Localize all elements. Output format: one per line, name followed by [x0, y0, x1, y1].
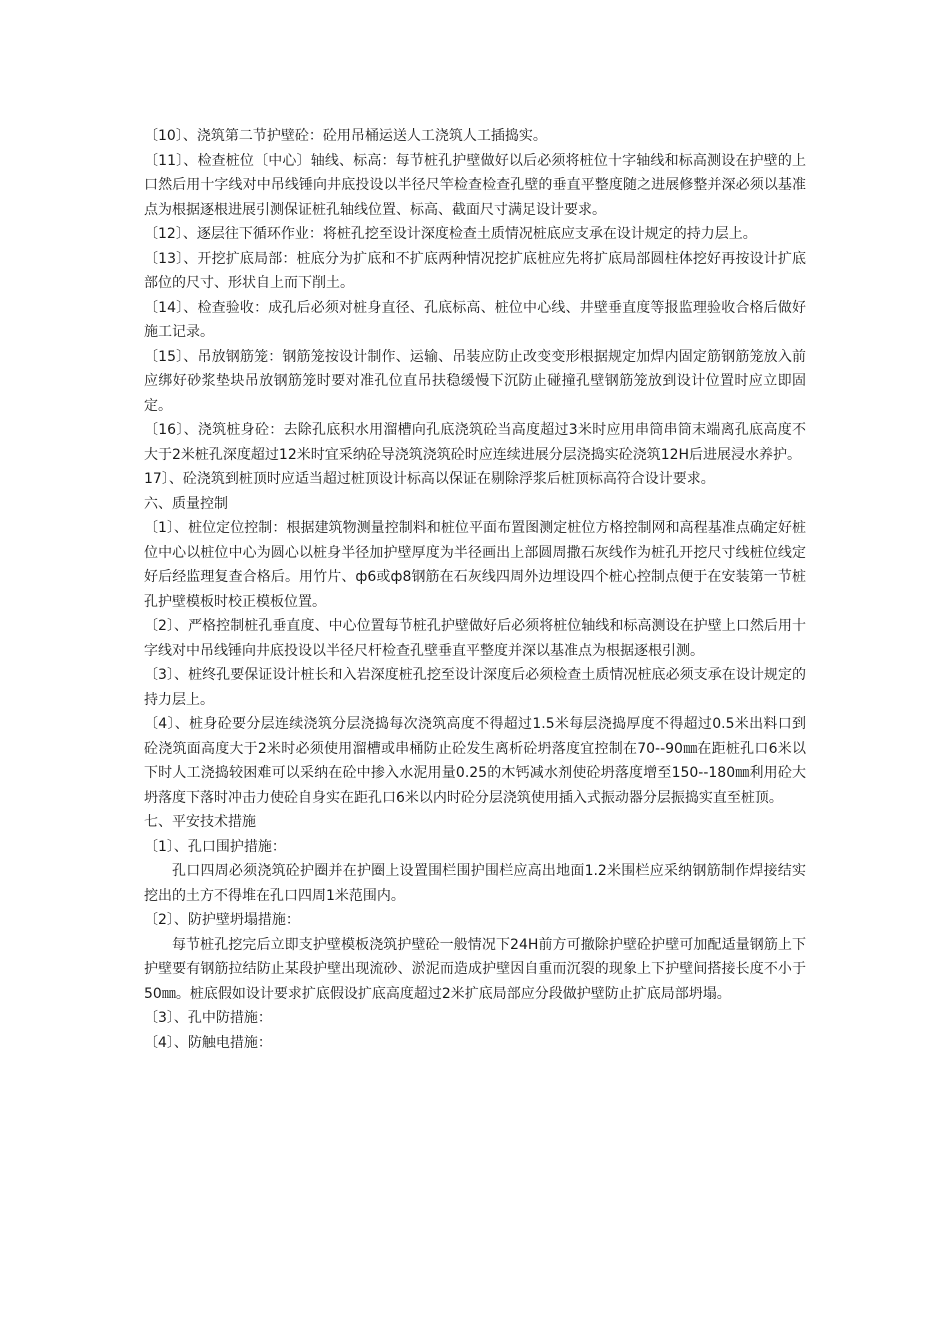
- paragraph: 17〕、砼浇筑到桩顶时应适当超过桩顶设计标高以保证在剔除浮浆后桩顶标高符合设计要求。: [144, 471, 715, 487]
- paragraph: 六、质量控制: [144, 495, 228, 512]
- paragraph: 〔12〕、逐层往下循环作业：将桩孔挖至设计深度检查土质情况桩底应支承在设计规定的持力层上。: [144, 226, 757, 242]
- paragraph: 〔2〕、防护壁坍塌措施：: [144, 912, 300, 928]
- paragraph: 〔4〕、防触电措施：: [144, 1034, 272, 1051]
- paragraph: 〔1〕、桩位定位控制：根据建筑物测量控制料和桩位平面布置图测定桩位方格控制网和高程基准点确定好桩位中心以桩位中心为圆心以桩身半径加护壁厚度为半径画出上部圆周撒石灰线作为桩孔开挖尺寸线桩位线定好后经监理复查合格后。用竹片、ф6或ф8钢筋在石灰线四周外边埋设四个桩心控制点便于在安装第一节桩孔护壁模板时校正模板位置。: [144, 520, 806, 610]
- paragraph: 〔15〕、吊放钢筋笼：钢筋笼按设计制作、运输、吊装应防止改变变形根据规定加焊内固定筋钢筋笼放入前应绑好砂浆垫块吊放钢筋笼时要对准孔位直吊扶稳缓慢下沉防止碰撞孔壁钢筋笼放到设计位置时应立即固定。: [144, 348, 806, 414]
- paragraph: 〔11〕、检查桩位〔中心〕轴线、标高：每节桩孔护壁做好以后必须将桩位十字轴线和标高测设在护壁的上口然后用十字线对中吊线锤向井底投设以半径尺竿检查检查孔壁的垂直平整度随之进展修整并深必须以基准点为根据逐根进展引测保证桩孔轴线位置、标高、截面尺寸满足设计要求。: [144, 152, 806, 218]
- paragraph: 〔1〕、孔口围护措施：: [144, 838, 286, 855]
- paragraph: 每节桩孔挖完后立即支护壁模板浇筑护壁砼一般情况下24H前方可撤除护壁砼护壁可加配适量钢筋上下护壁要有钢筋拉结防止某段护壁出现流砂、淤泥而造成护壁因自重而沉裂的现象上下护壁间搭接长度不小于50㎜。桩底假如设计要求扩底假设扩底高度超过2米扩底局部应分段做护壁防止扩底局部坍塌。: [144, 936, 806, 1002]
- paragraph: 〔10〕、浇筑第二节护壁砼：砼用吊桶运送人工浇筑人工插捣实。: [144, 128, 547, 144]
- paragraph: 〔4〕、桩身砼要分层连续浇筑分层浇捣每次浇筑高度不得超过1.5米每层浇捣厚度不得超过0.5米出料口到砼浇筑面高度大于2米时必须使用溜槽或串桶防止砼发生离析砼坍落度宜控制在70--90㎜在距桩孔口6米以下时人工浇捣较困难可以采纳在砼中掺入水泥用量0.25的木钙减水剂使砼坍落度增至150--180㎜利用砼大坍落度下落时冲击力使砼自身实在距孔口6米以内时砼分层浇筑使用插入式振动器分层振捣实直至桩顶。: [144, 716, 806, 806]
- document-body: [144, 124, 806, 1055]
- paragraph: 〔2〕、严格控制桩孔垂直度、中心位置每节桩孔护壁做好后必须将桩位轴线和标高测设在护壁上口然后用十字线对中吊线锤向井底投设以半径尺杆检查孔壁垂直平整度并深以基准点为根据逐根引测。: [144, 618, 806, 659]
- paragraph: 〔16〕、浇筑桩身砼：去除孔底积水用溜槽向孔底浇筑砼当高度超过3米时应用串筒串筒末端离孔底高度不大于2米桩孔深度超过12米时宜采纳砼导浇筑浇筑砼时应连续进展分层浇捣实砼浇筑12H后进展浸水养护。: [144, 422, 806, 463]
- paragraph: 〔13〕、开挖扩底局部：桩底分为扩底和不扩底两种情况挖扩底桩应先将扩底局部圆柱体挖好再按设计扩底部位的尺寸、形状自上而下削土。: [144, 250, 806, 291]
- paragraph: 〔3〕、孔中防措施：: [144, 1010, 272, 1026]
- paragraph: 〔14〕、检查验收：成孔后必须对桩身直径、孔底标高、桩位中心线、井壁垂直度等报监理验收合格后做好施工记录。: [144, 299, 806, 340]
- paragraph: 孔口四周必须浇筑砼护圈并在护圈上设置围栏围护围栏应高出地面1.2米围栏应采纳钢筋制作焊接结实挖出的土方不得堆在孔口四周1米范围内。: [144, 863, 806, 904]
- paragraph: 〔3〕、桩终孔要保证设计桩长和入岩深度桩孔挖至设计深度后必须检查土质情况桩底必须支承在设计规定的持力层上。: [144, 667, 806, 708]
- paragraph: 七、平安技术措施: [144, 814, 256, 830]
